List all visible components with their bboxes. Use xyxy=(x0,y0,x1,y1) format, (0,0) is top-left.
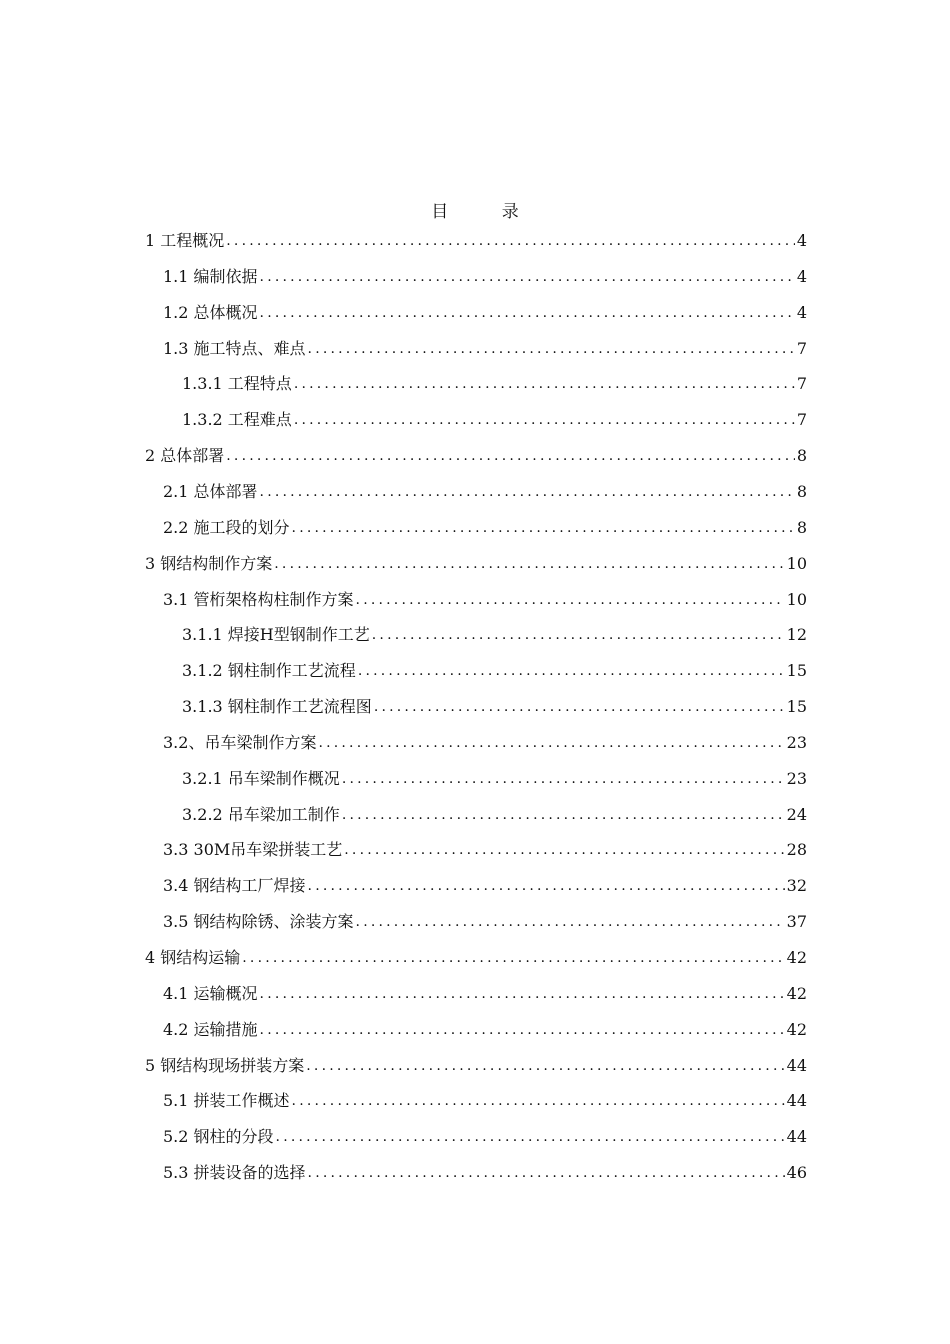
toc-entry-label: 3.1 管桁架格构柱制作方案 xyxy=(163,590,354,609)
toc-entry-label: 2 总体部署 xyxy=(145,446,225,465)
toc-title: 目 录 xyxy=(431,202,519,222)
toc-entry-page-number: 32 xyxy=(786,876,807,895)
toc-entry[interactable] xyxy=(163,300,807,326)
toc-entry[interactable] xyxy=(163,587,807,613)
toc-dot-leader xyxy=(344,837,784,863)
toc-entry-page-number: 8 xyxy=(796,518,807,537)
toc-entry-page-number: 12 xyxy=(786,625,807,644)
toc-entry-page-number: 46 xyxy=(786,1163,807,1182)
toc-entry-page-number: 28 xyxy=(786,840,807,859)
toc-entry[interactable] xyxy=(182,766,807,792)
toc-dot-leader xyxy=(226,228,795,254)
toc-entry-page-number: 8 xyxy=(796,446,807,465)
toc-entry[interactable] xyxy=(145,443,807,469)
toc-entry[interactable] xyxy=(163,1017,807,1043)
toc-entry-label: 2.2 施工段的划分 xyxy=(163,518,290,537)
toc-entry-label: 3.1.1 焊接H型钢制作工艺 xyxy=(182,625,370,644)
toc-entry-page-number: 10 xyxy=(786,590,807,609)
toc-entry[interactable] xyxy=(182,407,807,433)
toc-dot-leader xyxy=(276,1124,785,1150)
toc-entry-page-number: 44 xyxy=(786,1127,807,1146)
toc-entry-page-number: 7 xyxy=(796,374,807,393)
toc-entry-page-number: 4 xyxy=(796,303,807,322)
toc-entry-page-number: 15 xyxy=(786,697,807,716)
toc-entry-page-number: 4 xyxy=(796,267,807,286)
toc-entry[interactable] xyxy=(182,658,807,684)
toc-entry-page-number: 44 xyxy=(786,1056,807,1075)
toc-entry-page-number: 7 xyxy=(796,339,807,358)
toc-entry[interactable] xyxy=(163,981,807,1007)
toc-entry[interactable] xyxy=(163,909,807,935)
toc-dot-leader xyxy=(260,1017,785,1043)
toc-dot-leader xyxy=(292,1088,785,1114)
toc-entry-label: 4.2 运输措施 xyxy=(163,1020,258,1039)
toc-entry[interactable] xyxy=(163,1088,807,1114)
toc-entry[interactable] xyxy=(163,837,807,863)
toc-entry[interactable] xyxy=(163,515,807,541)
toc-entry[interactable] xyxy=(163,1124,807,1150)
toc-entry[interactable] xyxy=(163,873,807,899)
toc-entry-page-number: 44 xyxy=(786,1091,807,1110)
toc-entry-page-number: 10 xyxy=(786,554,807,573)
toc-dot-leader xyxy=(356,587,785,613)
toc-entry-label: 4.1 运输概况 xyxy=(163,984,258,1003)
toc-entry-label: 1.3.1 工程特点 xyxy=(182,374,292,393)
toc-entry-label: 3.5 钢结构除锈、涂装方案 xyxy=(163,912,354,931)
toc-entry-page-number: 42 xyxy=(786,1020,807,1039)
toc-entry[interactable] xyxy=(182,802,807,828)
toc-dot-leader xyxy=(226,443,795,469)
toc-dot-leader xyxy=(306,1053,784,1079)
toc-entry-label: 4 钢结构运输 xyxy=(145,948,241,967)
toc-entry-label: 5.1 拼装工作概述 xyxy=(163,1091,290,1110)
toc-entry[interactable] xyxy=(145,945,807,971)
toc-entry[interactable] xyxy=(182,622,807,648)
toc-entry-page-number: 42 xyxy=(786,984,807,1003)
toc-dot-leader xyxy=(358,658,785,684)
toc-entry[interactable] xyxy=(163,1160,807,1186)
toc-entry-label: 3.2.2 吊车梁加工制作 xyxy=(182,805,340,824)
toc-entry-label: 3 钢结构制作方案 xyxy=(145,554,273,573)
toc-entry[interactable] xyxy=(163,264,807,290)
toc-entry-page-number: 24 xyxy=(786,805,807,824)
toc-entry-label: 1.3.2 工程难点 xyxy=(182,410,292,429)
toc-dot-leader xyxy=(294,371,795,397)
toc-entry[interactable] xyxy=(145,551,807,577)
toc-entry-label: 1.3 施工特点、难点 xyxy=(163,339,306,358)
toc-entry-page-number: 23 xyxy=(786,733,807,752)
toc-dot-leader xyxy=(260,300,795,326)
toc-dot-leader xyxy=(318,730,784,756)
toc-entry[interactable] xyxy=(145,228,807,254)
toc-dot-leader xyxy=(260,264,795,290)
toc-entry-label: 5.3 拼装设备的选择 xyxy=(163,1163,306,1182)
toc-entry-label: 3.2.1 吊车梁制作概况 xyxy=(182,769,340,788)
toc-entry-label: 3.3 30M吊车梁拼装工艺 xyxy=(163,840,343,859)
toc-entry-label: 1.1 编制依据 xyxy=(163,267,258,286)
toc-entry-label: 5.2 钢柱的分段 xyxy=(163,1127,274,1146)
toc-dot-leader xyxy=(342,766,785,792)
toc-entry[interactable] xyxy=(182,694,807,720)
toc-dot-leader xyxy=(308,1160,785,1186)
toc-dot-leader xyxy=(372,622,785,648)
toc-entry[interactable] xyxy=(163,479,807,505)
toc-entry[interactable] xyxy=(163,336,807,362)
toc-dot-leader xyxy=(308,873,785,899)
toc-dot-leader xyxy=(294,407,795,433)
toc-entry-label: 2.1 总体部署 xyxy=(163,482,258,501)
toc-entry-label: 5 钢结构现场拼装方案 xyxy=(145,1056,305,1075)
toc-entry-label: 3.1.2 钢柱制作工艺流程 xyxy=(182,661,356,680)
toc-dot-leader xyxy=(356,909,785,935)
toc-entry-label: 3.2、吊车梁制作方案 xyxy=(163,733,317,752)
toc-dot-leader xyxy=(260,981,785,1007)
toc-entry-page-number: 23 xyxy=(786,769,807,788)
toc-dot-leader xyxy=(308,336,795,362)
toc-dot-leader xyxy=(274,551,784,577)
toc-entry[interactable] xyxy=(182,371,807,397)
toc-entry-page-number: 15 xyxy=(786,661,807,680)
toc-dot-leader xyxy=(242,945,784,971)
toc-entry-page-number: 37 xyxy=(786,912,807,931)
toc-entry[interactable] xyxy=(145,1053,807,1079)
toc-entry-page-number: 4 xyxy=(796,231,807,250)
toc-entry-page-number: 8 xyxy=(796,482,807,501)
toc-entry-page-number: 42 xyxy=(786,948,807,967)
toc-entry-label: 1.2 总体概况 xyxy=(163,303,258,322)
toc-dot-leader xyxy=(260,479,795,505)
toc-entry-page-number: 7 xyxy=(796,410,807,429)
toc-entry-label: 3.1.3 钢柱制作工艺流程图 xyxy=(182,697,372,716)
toc-dot-leader xyxy=(342,802,785,828)
toc-dot-leader xyxy=(292,515,795,541)
toc-entry[interactable] xyxy=(163,730,807,756)
toc-entry-label: 3.4 钢结构工厂焊接 xyxy=(163,876,306,895)
toc-entry-label: 1 工程概况 xyxy=(145,231,225,250)
toc-dot-leader xyxy=(374,694,785,720)
